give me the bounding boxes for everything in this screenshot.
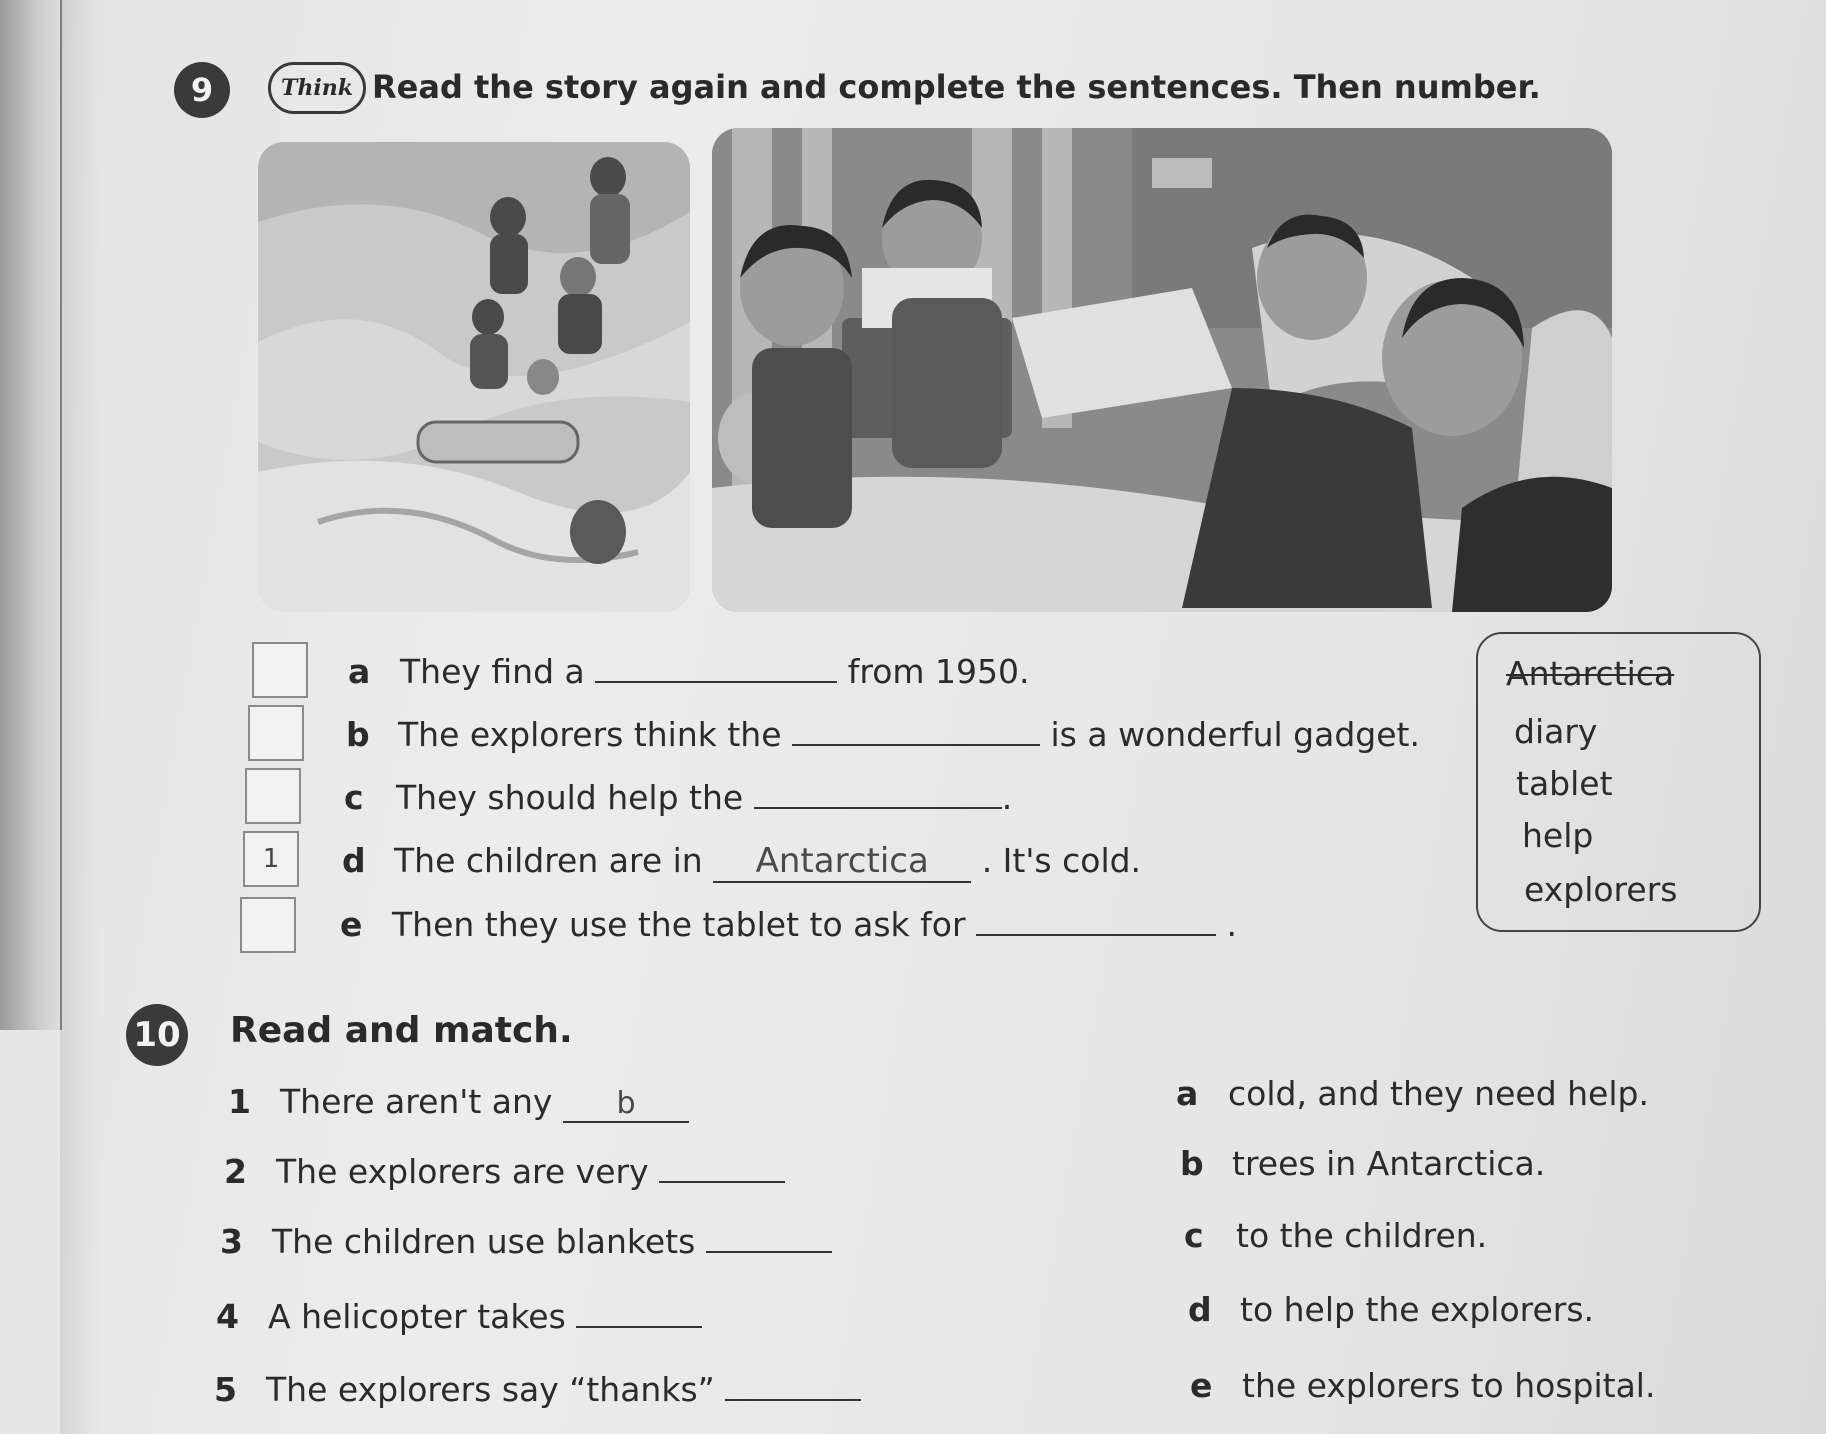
match-text: the explorers to hospital. — [1242, 1366, 1656, 1405]
match-right-b — [1180, 1144, 1545, 1183]
word-box-item: Antarctica — [1506, 654, 1675, 693]
match-letter: a — [1176, 1074, 1199, 1113]
match-blank-2[interactable] — [659, 1181, 785, 1183]
answer-blank-a[interactable] — [595, 681, 837, 683]
match-letter: c — [1184, 1216, 1204, 1255]
match-text: trees in Antarctica. — [1232, 1144, 1546, 1183]
sentence-text-after: from 1950. — [847, 652, 1030, 691]
match-text: to help the explorers. — [1240, 1290, 1595, 1329]
match-text: to the children. — [1236, 1216, 1488, 1255]
match-right-c — [1184, 1216, 1487, 1255]
answer-box-c[interactable] — [245, 768, 301, 824]
sentence-text-after: is a wonderful gadget. — [1050, 715, 1420, 754]
match-number: 3 — [220, 1222, 243, 1261]
match-number: 5 — [214, 1370, 237, 1409]
match-left-4 — [216, 1297, 702, 1336]
match-right-d — [1188, 1290, 1594, 1329]
sentence-c — [344, 778, 1012, 817]
think-icon: Think — [268, 62, 366, 114]
answer-box-e[interactable] — [240, 897, 296, 953]
match-text: A helicopter takes — [268, 1297, 566, 1336]
match-right-a — [1176, 1074, 1649, 1113]
match-right-e — [1190, 1366, 1655, 1405]
page-fold-shadow — [60, 0, 100, 1434]
answer-blank-c[interactable] — [754, 807, 1002, 809]
word-box-item: tablet — [1516, 764, 1613, 803]
sentence-b — [346, 715, 1420, 754]
match-number: 4 — [216, 1297, 239, 1336]
sentence-text-before: The explorers think the — [398, 715, 782, 754]
match-left-5 — [214, 1370, 861, 1409]
sentence-letter: c — [344, 778, 364, 817]
sentence-text-before: They should help the — [396, 778, 744, 817]
sentence-letter: e — [340, 905, 363, 944]
match-letter: d — [1188, 1290, 1212, 1329]
match-letter: e — [1190, 1366, 1213, 1405]
match-text: cold, and they need help. — [1228, 1074, 1649, 1113]
match-text: The children use blankets — [272, 1222, 696, 1261]
sentence-letter: d — [342, 841, 366, 880]
sentence-text-after: . It's cold. — [981, 841, 1142, 880]
match-blank-1[interactable]: b — [563, 1086, 689, 1123]
match-text: The explorers are very — [276, 1152, 649, 1191]
match-left-3 — [220, 1222, 832, 1261]
match-left-1 — [228, 1082, 689, 1123]
word-box-item: diary — [1514, 712, 1598, 751]
exercise-10-instruction: Read and match. — [230, 1010, 573, 1051]
match-letter: b — [1180, 1144, 1204, 1183]
sentence-letter: b — [346, 715, 370, 754]
answer-blank-d[interactable]: Antarctica — [713, 841, 971, 883]
previous-page-edge — [0, 0, 62, 1030]
match-blank-4[interactable] — [576, 1326, 702, 1328]
answer-blank-e[interactable] — [976, 934, 1216, 936]
exercise-9-instruction: Read the story again and complete the sentences. Then number. — [372, 68, 1541, 106]
answer-box-d[interactable]: 1 — [243, 831, 299, 887]
word-box-item: explorers — [1524, 870, 1678, 909]
exercise-9-number: 9 — [174, 62, 230, 118]
answer-blank-b[interactable] — [792, 744, 1040, 746]
sentence-text-after: . — [1226, 905, 1238, 944]
word-box — [1476, 632, 1761, 932]
match-number: 1 — [228, 1082, 251, 1121]
illustration-hospital-scene — [712, 128, 1612, 612]
match-blank-5[interactable] — [725, 1399, 861, 1401]
sentence-d — [342, 841, 1141, 883]
sentence-text-before: Then they use the tablet to ask for — [392, 905, 966, 944]
sentence-text-before: The children are in — [394, 841, 703, 880]
match-left-2 — [224, 1152, 785, 1191]
match-blank-3[interactable] — [706, 1251, 832, 1253]
sentence-a — [348, 652, 1030, 691]
sentence-text-before: They find a — [400, 652, 585, 691]
word-box-item: help — [1522, 816, 1594, 855]
sentence-letter: a — [348, 652, 371, 691]
match-number: 2 — [224, 1152, 247, 1191]
sentence-text-after: . — [1001, 778, 1013, 817]
answer-box-a[interactable] — [252, 642, 308, 698]
sentence-e — [340, 905, 1237, 944]
exercise-10-number: 10 — [126, 1004, 188, 1066]
illustration-snow-scene — [258, 142, 690, 612]
answer-box-b[interactable] — [248, 705, 304, 761]
match-text: There aren't any — [280, 1082, 553, 1121]
match-text: The explorers say “thanks” — [266, 1370, 715, 1409]
